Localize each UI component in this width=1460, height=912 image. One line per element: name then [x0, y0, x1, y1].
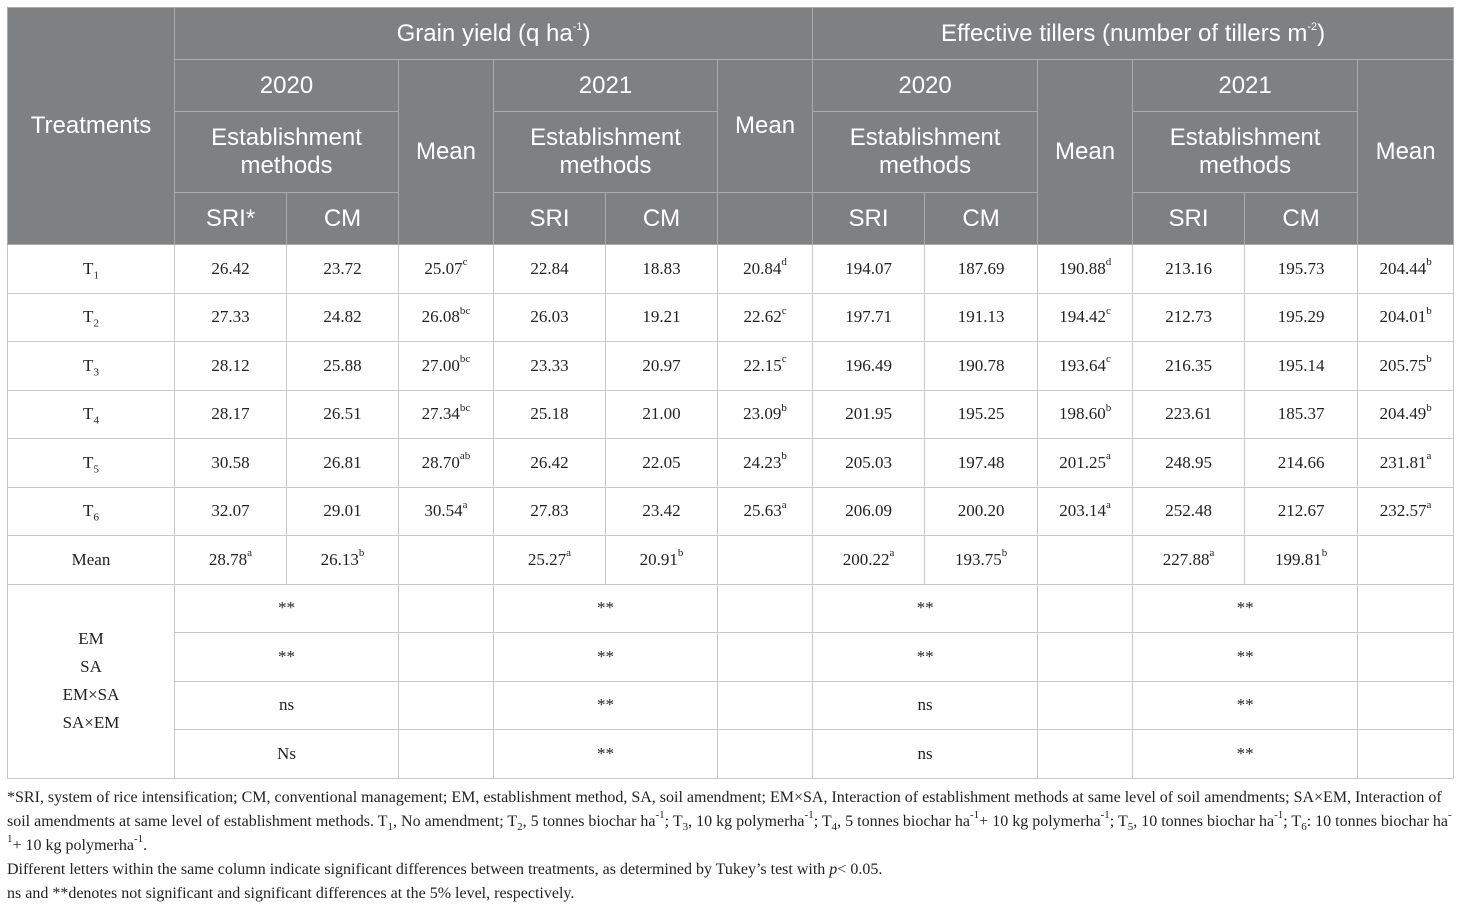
gy-2021-cm-header: CM	[606, 193, 718, 245]
treatment-label: $T_1$	[8, 245, 175, 294]
footnotes	[7, 786, 1453, 906]
table-cell: 198.60$^b$	[1038, 390, 1133, 439]
mean-cell: 25.27$^a$	[494, 536, 606, 585]
stats-labels	[8, 584, 175, 778]
table-cell: 27.33	[175, 293, 287, 342]
stats-label: SA×EM	[62, 713, 120, 732]
results-table	[7, 7, 1454, 779]
table-cell: 232.57$^a$	[1358, 487, 1454, 536]
table-cell: 252.48	[1133, 487, 1245, 536]
table-cell: 223.61	[1133, 390, 1245, 439]
table-cell: 26.51	[287, 390, 399, 439]
table-cell: 20.84$^d$	[718, 245, 813, 294]
table-cell: 214.66	[1245, 439, 1358, 488]
stats-value: **	[175, 584, 399, 633]
treatment-label: $T_6$	[8, 487, 175, 536]
stats-empty	[1038, 633, 1133, 682]
table-cell: 26.42	[494, 439, 606, 488]
gy-2021-sri-header: SRI	[494, 193, 606, 245]
gy-year-2020-header: 2020	[175, 60, 399, 112]
et-mean-2021-header: Mean	[1358, 60, 1454, 245]
table-cell: 213.16	[1133, 245, 1245, 294]
stats-empty	[718, 681, 813, 730]
treatment-label: $T_3$	[8, 342, 175, 391]
mean-row-label: Mean	[8, 536, 175, 585]
table-cell: 23.09$^b$	[718, 390, 813, 439]
stats-empty	[399, 681, 494, 730]
table-row	[8, 293, 1454, 342]
table-cell: 195.14	[1245, 342, 1358, 391]
mean-cell	[1358, 536, 1454, 585]
stats-empty	[1038, 681, 1133, 730]
mean-cell: 193.75$^b$	[925, 536, 1038, 585]
gy-mean-2021-header: Mean	[718, 60, 813, 193]
table-cell: 190.78	[925, 342, 1038, 391]
table-cell: 190.88$^d$	[1038, 245, 1133, 294]
footnote-significance: ns and **denotes not significant and significant differences at the 5% level, respectively.	[7, 885, 575, 902]
table-cell: 23.72	[287, 245, 399, 294]
table-cell: 197.71	[813, 293, 925, 342]
stats-empty	[399, 584, 494, 633]
table-cell: 197.48	[925, 439, 1038, 488]
effective-tillers-header: Effective tillers (number of tillers $m^{-2}$)	[813, 8, 1454, 60]
mean-cell	[399, 536, 494, 585]
table-cell: 32.07	[175, 487, 287, 536]
table-cell: 28.17	[175, 390, 287, 439]
table-cell: 19.21	[606, 293, 718, 342]
stats-empty	[1038, 584, 1133, 633]
footnote-tukey: Different letters within the same column indicate significant differences between treatments, as determined by Tukey’s test with p< 0.05.	[7, 861, 883, 878]
treatment-label: $T_5$	[8, 439, 175, 488]
stats-value: **	[1133, 681, 1358, 730]
table-cell: 23.42	[606, 487, 718, 536]
mean-row	[8, 536, 1454, 585]
stats-row	[8, 633, 1454, 682]
table-cell: 27.83	[494, 487, 606, 536]
mean-cell: 20.91$^b$	[606, 536, 718, 585]
stats-value: **	[494, 681, 718, 730]
stats-label: SA	[80, 657, 102, 676]
table-row	[8, 390, 1454, 439]
stats-value: **	[494, 584, 718, 633]
stats-body	[8, 584, 1454, 778]
table-cell: 28.70$^{ab}$	[399, 439, 494, 488]
mean-cell	[1038, 536, 1133, 585]
mean-cell: 26.13$^b$	[287, 536, 399, 585]
stats-empty	[718, 584, 813, 633]
table-row	[8, 245, 1454, 294]
table-row	[8, 439, 1454, 488]
table-cell: 27.00$^{bc}$	[399, 342, 494, 391]
table-cell: 20.97	[606, 342, 718, 391]
gy-2020-sri-header: SRI*	[175, 193, 287, 245]
stats-label: EM×SA	[62, 685, 120, 704]
stats-value: **	[494, 633, 718, 682]
mean-cell: 28.78$^a$	[175, 536, 287, 585]
table-cell: 216.35	[1133, 342, 1245, 391]
table-cell: 195.25	[925, 390, 1038, 439]
stats-row	[8, 584, 1454, 633]
gy-year-2021-header: 2021	[494, 60, 718, 112]
mean-cell	[718, 536, 813, 585]
table-cell: 25.07$^c$	[399, 245, 494, 294]
table-cell: 200.20	[925, 487, 1038, 536]
table-header	[8, 8, 1454, 245]
table-cell: 201.25$^a$	[1038, 439, 1133, 488]
grain-yield-header: Grain yield (q $ha^{-1}$)	[175, 8, 813, 60]
table-cell: 22.15$^c$	[718, 342, 813, 391]
table-cell: 205.75$^b$	[1358, 342, 1454, 391]
stats-value: ns	[813, 730, 1038, 779]
table-cell: 29.01	[287, 487, 399, 536]
stats-empty	[399, 730, 494, 779]
table-cell: 185.37	[1245, 390, 1358, 439]
table-cell: 24.82	[287, 293, 399, 342]
table-cell: 26.42	[175, 245, 287, 294]
table-cell: 26.08$^{bc}$	[399, 293, 494, 342]
table-cell: 22.84	[494, 245, 606, 294]
et-2020-est-methods-header: Establishment methods	[813, 112, 1038, 193]
stats-empty	[718, 730, 813, 779]
et-2020-cm-header: CM	[925, 193, 1038, 245]
gy-2020-est-methods-header: Establishment methods	[175, 112, 399, 193]
treatments-header: Treatments	[8, 8, 175, 245]
table-cell: 212.67	[1245, 487, 1358, 536]
stats-value: **	[1133, 584, 1358, 633]
table-cell: 28.12	[175, 342, 287, 391]
table-cell: 21.00	[606, 390, 718, 439]
stats-empty	[1038, 730, 1133, 779]
stats-empty	[1358, 681, 1454, 730]
stats-value: **	[175, 633, 399, 682]
table-cell: 204.01$^b$	[1358, 293, 1454, 342]
et-2021-est-methods-header: Establishment methods	[1133, 112, 1358, 193]
stats-value: Ns	[175, 730, 399, 779]
et-2021-sri-header: SRI	[1133, 193, 1245, 245]
table-cell: 205.03	[813, 439, 925, 488]
table-cell: 195.73	[1245, 245, 1358, 294]
table-cell: 25.63$^a$	[718, 487, 813, 536]
table-cell: 196.49	[813, 342, 925, 391]
footnote-abbreviations: *SRI, system of rice intensification; CM, conventional management; EM, establishment method, SA, soil amendment; EM×SA, Interaction of establishment methods at same level of soil amendments; SA×EM, Interaction of soil amendments at same level of establishment methods. $T_1$, No amendment; $T_2$, 5 tonnes biochar $ha^{-1}$; $T_3$, 10 kg polymerha$^{-1}$; $T_4$, 5 tonnes biochar $ha^{-1}+ 10$ kg polymerha$^{-1}$; $T_5$, 10 tonnes biochar $ha^{-1}$; $T_6$: 10 tonnes biochar $ha^{-1}+ 10$ kg polymerha$^{-1}$.	[7, 789, 1452, 854]
stats-value: **	[1133, 633, 1358, 682]
table-cell: 212.73	[1133, 293, 1245, 342]
stats-row	[8, 681, 1454, 730]
table-cell: 24.23$^b$	[718, 439, 813, 488]
table-cell: 23.33	[494, 342, 606, 391]
table-cell: 25.18	[494, 390, 606, 439]
mean-cell: 227.88$^a$	[1133, 536, 1245, 585]
et-2020-sri-header: SRI	[813, 193, 925, 245]
stats-value: **	[1133, 730, 1358, 779]
table-cell: 201.95	[813, 390, 925, 439]
gy-2021-mean-cont	[718, 193, 813, 245]
table-cell: 26.81	[287, 439, 399, 488]
treatment-label: $T_2$	[8, 293, 175, 342]
table-cell: 30.54$^a$	[399, 487, 494, 536]
table-cell: 194.07	[813, 245, 925, 294]
table-cell: 26.03	[494, 293, 606, 342]
stats-label: EM	[78, 629, 104, 648]
stats-value: **	[494, 730, 718, 779]
table-cell: 27.34$^{bc}$	[399, 390, 494, 439]
table-cell: 204.49$^b$	[1358, 390, 1454, 439]
table-cell: 195.29	[1245, 293, 1358, 342]
stats-value: **	[813, 584, 1038, 633]
treatment-label: $T_4$	[8, 390, 175, 439]
stats-empty	[1358, 584, 1454, 633]
table-cell: 30.58	[175, 439, 287, 488]
et-2021-cm-header: CM	[1245, 193, 1358, 245]
table-cell: 203.14$^a$	[1038, 487, 1133, 536]
gy-2020-cm-header: CM	[287, 193, 399, 245]
stats-row	[8, 730, 1454, 779]
table-cell: 193.64$^c$	[1038, 342, 1133, 391]
gy-mean-2020-header: Mean	[399, 60, 494, 245]
table-row	[8, 342, 1454, 391]
table-cell: 22.05	[606, 439, 718, 488]
table-cell: 18.83	[606, 245, 718, 294]
stats-empty	[1358, 730, 1454, 779]
mean-cell: 200.22$^a$	[813, 536, 925, 585]
stats-value: ns	[175, 681, 399, 730]
et-mean-2020-header: Mean	[1038, 60, 1133, 245]
table-cell: 231.81$^a$	[1358, 439, 1454, 488]
table-cell: 25.88	[287, 342, 399, 391]
gy-2021-est-methods-header: Establishment methods	[494, 112, 718, 193]
table-row	[8, 487, 1454, 536]
stats-empty	[1358, 633, 1454, 682]
table-cell: 194.42$^c$	[1038, 293, 1133, 342]
stats-value: **	[813, 633, 1038, 682]
table-body	[8, 245, 1454, 585]
et-year-2021-header: 2021	[1133, 60, 1358, 112]
stats-empty	[718, 633, 813, 682]
table-cell: 206.09	[813, 487, 925, 536]
mean-cell: 199.81$^b$	[1245, 536, 1358, 585]
stats-value: ns	[813, 681, 1038, 730]
table-cell: 22.62$^c$	[718, 293, 813, 342]
table-cell: 248.95	[1133, 439, 1245, 488]
stats-empty	[399, 633, 494, 682]
table-cell: 204.44$^b$	[1358, 245, 1454, 294]
table-cell: 187.69	[925, 245, 1038, 294]
et-year-2020-header: 2020	[813, 60, 1038, 112]
table-cell: 191.13	[925, 293, 1038, 342]
